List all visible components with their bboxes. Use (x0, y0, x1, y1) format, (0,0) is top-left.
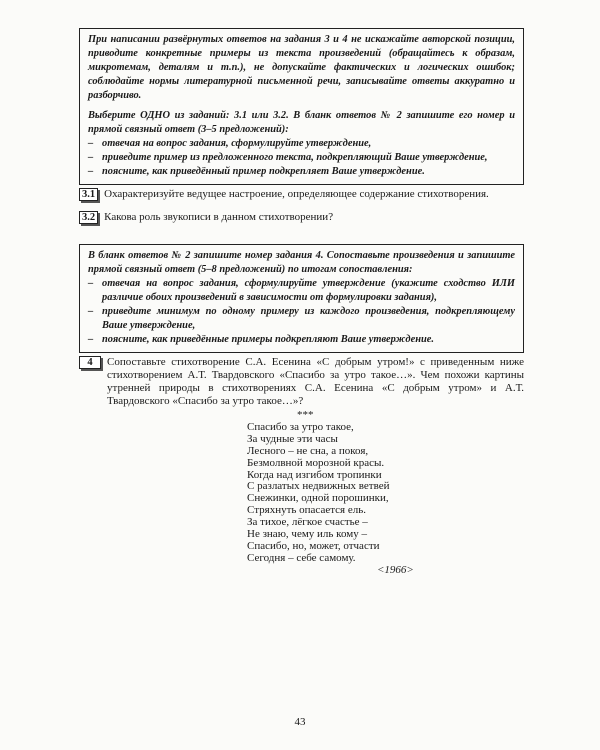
poem-line: Когда над изгибом тропинки (247, 468, 382, 481)
poem-line: За чудные эти часы (247, 432, 338, 445)
list-item: – отвечая на вопрос задания, сформулируйте утверждение (укажите сходство ИЛИ различие обоих произведений в зависимости от формулировки задания), (88, 277, 515, 305)
poem-date: <1966> (377, 563, 414, 576)
instructions-task4: В бланк ответов № 2 запишите номер задания 4. Сопоставьте произведения и запишите прямой связный ответ (5–8 предложений) по итогам сопоставления: (88, 250, 515, 275)
instructions-task4-list (88, 277, 515, 347)
task-number-badge: 3.1 (79, 188, 98, 201)
task-number-badge: 3.2 (79, 211, 98, 224)
list-item: – приведите пример из предложенного текста, подкрепляющий Ваше утверждение, (88, 151, 515, 165)
poem-line: Стряхнуть опасается ель. (247, 504, 366, 517)
poem (247, 410, 467, 577)
instructions-task3-choice: Выберите ОДНО из заданий: 3.1 или 3.2. В бланк ответов № 2 запишите его номер и прямой связный ответ (3–5 предложений): (88, 110, 515, 135)
poem-line: За тихое, лёгкое счастье – (247, 516, 368, 529)
poem-line: Снежинки, одной порошинки, (247, 492, 389, 505)
poem-stars: *** (297, 409, 314, 421)
poem-line: Не знаю, чему иль кому – (247, 528, 367, 541)
page-number: 43 (294, 716, 306, 728)
poem-line: С разлатых недвижных ветвей (247, 480, 390, 493)
instructions-intro: При написании развёрнутых ответов на задания 3 и 4 не искажайте авторской позиции, приводите конкретные примеры из текста произведений (обращайтесь к образам, микротемам, деталям и т.п.), не допускайте фактических и логических ошибок; соблюдайте нормы литературной письменной речи, записывайте ответы аккуратно и разборчиво. (88, 34, 515, 101)
poem-line: Безмолвной морозной красы. (247, 456, 385, 469)
instructions-box-task4 (79, 244, 524, 353)
list-item: – приведите минимум по одному примеру из каждого произведения, подкрепляющему Ваше утверждение, (88, 305, 515, 333)
task-3-1 (79, 188, 524, 201)
poem-line: Спасибо, но, может, отчасти (247, 539, 380, 552)
list-item: – поясните, как приведённый пример подкрепляет Ваше утверждение. (88, 165, 515, 179)
task-3-2 (79, 211, 524, 224)
poem-line: Сегодня – себе самому. (247, 551, 356, 564)
task-text: Сопоставьте стихотворение С.А. Есенина «С добрым утром!» с приведенным ниже стихотворением А.Т. Твардовского «Спасибо за утро такое…». Чем похожи картины утренней природы в стихотворениях С.А. Есенина «С добрым утром» и А.Т. Твардовского «Спасибо за утро такое…»? (107, 356, 524, 407)
task-4 (79, 356, 524, 408)
instructions-box-general (79, 28, 524, 185)
list-item: – поясните, как приведённые примеры подкрепляют Ваше утверждение. (88, 333, 515, 347)
instructions-task3-list (88, 137, 515, 179)
list-item: – отвечая на вопрос задания, сформулируйте утверждение, (88, 137, 515, 151)
task-number-badge: 4 (79, 356, 101, 369)
task-text: Охарактеризуйте ведущее настроение, определяющее содержание стихотворения. (104, 188, 489, 200)
task-text: Какова роль звукописи в данном стихотворении? (104, 211, 334, 223)
poem-line: Спасибо за утро такое, (247, 420, 354, 433)
poem-line: Лесного – не сна, а покоя, (247, 444, 369, 457)
